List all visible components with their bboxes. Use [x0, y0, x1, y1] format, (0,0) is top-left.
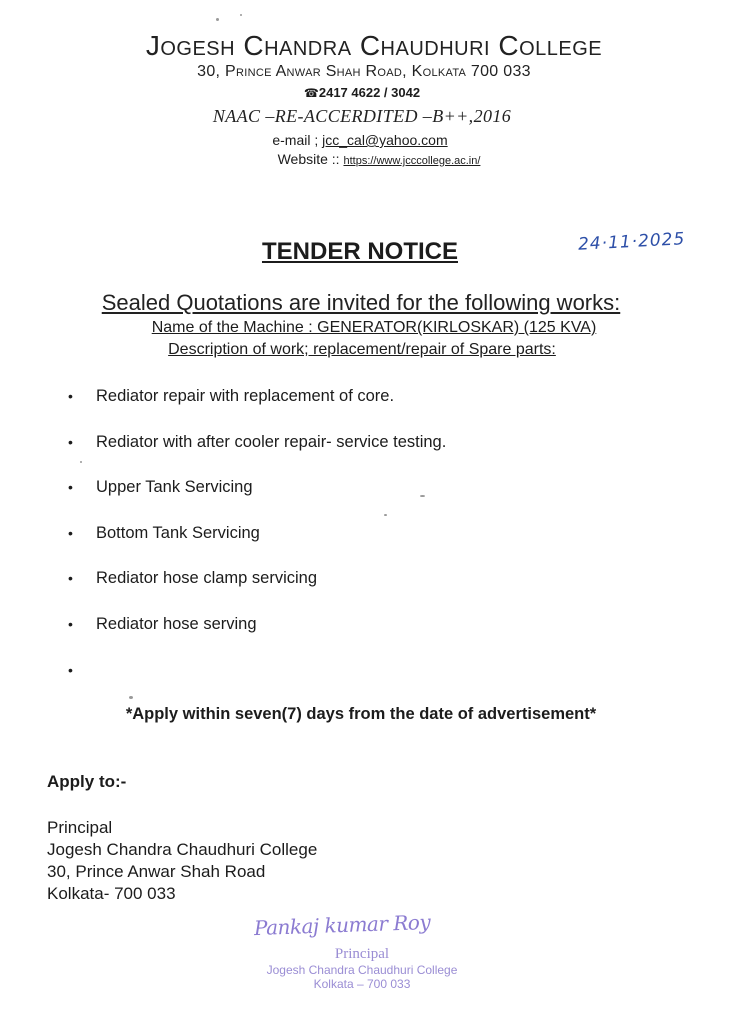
invitation-line: Sealed Quotations are invited for the following works: — [101, 290, 621, 315]
naac-accreditation: NAAC –RE-ACCERDITED –B++,2016 — [212, 106, 512, 126]
list-item-text: Rediator hose clamp servicing — [96, 569, 318, 588]
work-description: Description of work; replacement/repair of Spare parts: — [168, 341, 556, 358]
list-item-text: Bottom Tank Servicing — [96, 523, 260, 542]
phone-number: 2417 4622 / 3042 — [318, 85, 421, 100]
scan-speck — [216, 18, 219, 21]
machine-name: Name of the Machine : GENERATOR(KIRLOSKAR) (125 KVA) — [151, 319, 597, 336]
phone-line — [0, 85, 724, 100]
bullet-icon: • — [68, 615, 73, 632]
list-item — [68, 520, 446, 566]
works-list — [68, 383, 446, 702]
bullet-icon: • — [68, 524, 73, 541]
college-name: Jogesh Chandra Chaudhuri College — [145, 30, 603, 61]
scan-speck — [384, 514, 387, 516]
bullet-icon: • — [68, 661, 73, 678]
apply-to-heading: Apply to:- — [47, 772, 127, 791]
website-link[interactable]: https://www.jcccollege.ac.in/ — [343, 155, 481, 167]
list-item — [68, 429, 446, 475]
apply-deadline: *Apply within seven(7) days from the date of advertisement* — [125, 705, 597, 723]
email-label: e-mail ; — [272, 132, 323, 148]
scan-speck — [129, 696, 133, 699]
principal-signature: Pankaj kumar Roy — [253, 909, 431, 941]
email-link[interactable]: jcc_cal@yahoo.com — [322, 132, 448, 148]
list-item — [68, 383, 446, 429]
list-item-text: Rediator repair with replacement of core. — [96, 387, 395, 405]
list-item-text: Rediator with after cooler repair- service testing. — [96, 432, 447, 451]
stamp-city: Kolkata – 700 033 — [313, 977, 411, 991]
principal-stamp — [246, 946, 478, 991]
address-line: Kolkata- 700 033 — [47, 884, 176, 903]
address-line: 30, Prince Anwar Shah Road — [47, 862, 266, 881]
email-line — [0, 132, 720, 148]
bullet-icon: • — [68, 433, 73, 450]
list-item-text: Rediator hose serving — [96, 614, 257, 633]
website-label: Website :: — [277, 151, 344, 167]
stamp-title: Principal — [334, 946, 390, 962]
list-item-text: Upper Tank Servicing — [96, 478, 253, 497]
recipient-address — [47, 817, 317, 905]
bullet-icon: • — [68, 388, 73, 404]
address-line: Principal — [47, 818, 113, 837]
bullet-icon: • — [68, 479, 73, 496]
bullet-icon: • — [68, 570, 73, 587]
scan-speck — [80, 461, 82, 463]
telephone-icon: ☎ — [303, 86, 319, 100]
handwritten-date: 24·11·2025 — [577, 229, 686, 255]
college-address: 30, Prince Anwar Shah Road, Kolkata 700 033 — [197, 63, 531, 80]
notice-title: TENDER NOTICE — [261, 238, 458, 265]
list-item — [68, 611, 446, 657]
list-item — [68, 565, 446, 611]
scan-speck — [420, 495, 425, 497]
list-item — [68, 657, 446, 703]
list-item — [68, 474, 446, 520]
stamp-college: Jogesh Chandra Chaudhuri College — [266, 963, 458, 977]
website-line — [0, 151, 748, 167]
address-line: Jogesh Chandra Chaudhuri College — [47, 840, 318, 859]
scan-speck — [240, 14, 242, 16]
